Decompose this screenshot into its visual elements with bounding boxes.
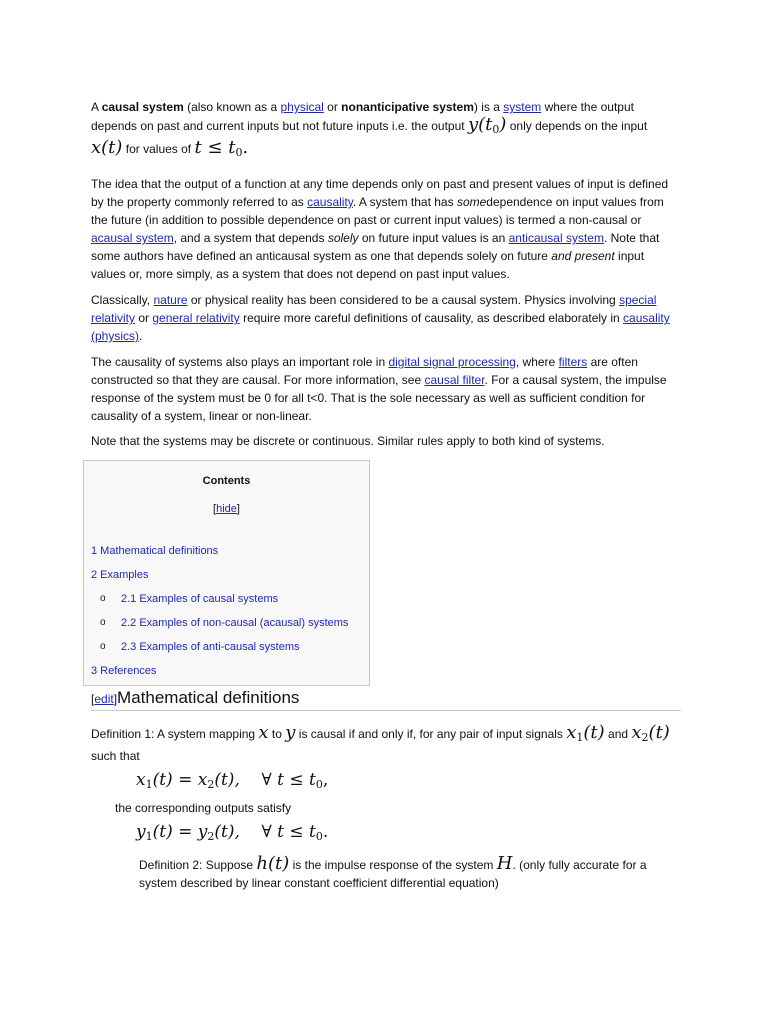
corresponding-outputs-text: the corresponding outputs satisfy [115, 801, 292, 815]
definition-2: Definition 2: Suppose h(t) is the impulse response of the system H. (only fully accurate for a system described by linear constant coefficient differential equation) [139, 853, 647, 890]
link-acausal-system[interactable]: acausal system [91, 231, 174, 245]
link-physical[interactable]: physical [280, 100, 324, 114]
link-filters[interactable]: filters [558, 355, 588, 369]
edit-link[interactable]: edit [94, 692, 114, 706]
toc-hide-link[interactable]: hide [216, 503, 237, 515]
link-special-relativity[interactable]: special relativity [91, 293, 657, 325]
toc-item-causal-examples[interactable]: o 2.1 Examples of causal systems [100, 593, 279, 605]
link-causality-physics[interactable]: causality (physics) [91, 311, 670, 343]
definition-1: Definition 1: A system mapping x to y is causal if and only if, for any pair of input signals $x_1(t)$ and $x_2(t)$ such that [91, 722, 670, 763]
math-t-le-t0: $t \le t_0$. [194, 137, 249, 159]
toc-hide-toggle: [hide] [213, 503, 240, 515]
link-digital-signal-processing[interactable]: digital signal processing [388, 355, 516, 369]
toc-item-examples[interactable]: 2 Examples [91, 569, 149, 581]
paragraph-dsp: The causality of systems also plays an important role in digital signal processing, where filters are often constructed so that they are causal. For more information, see causal filter. For a causal system, the impulse response of the system must be 0 for all t<0. That is the sole necessary as well as sufficient condition for causality of a system, linear or non-linear. [91, 355, 667, 423]
bullet-icon: o [100, 593, 106, 604]
toc-title: Contents [202, 475, 251, 487]
bullet-icon: o [100, 617, 106, 628]
link-nature[interactable]: nature [153, 293, 188, 307]
bullet-icon: o [100, 641, 106, 652]
toc-item-non-causal-examples[interactable]: o 2.2 Examples of non-causal (acausal) systems [100, 617, 349, 629]
link-causality[interactable]: causality [307, 195, 353, 209]
link-anticausal-system[interactable]: anticausal system [508, 231, 604, 245]
term-nonanticipative: nonanticipative system [341, 100, 474, 114]
section-heading-math-definitions: [edit]Mathematical definitions [91, 688, 681, 711]
link-system[interactable]: system [503, 100, 542, 114]
math-y-t0: $y(t_0)$ [467, 114, 507, 136]
equation-input-equality: $x_1(t) = x_2(t)$, ∀ $t \le t_0$, [136, 770, 329, 791]
toc-item-mathematical-definitions[interactable]: 1 Mathematical definitions [91, 545, 219, 557]
toc-list [91, 543, 348, 687]
paragraph-causality-idea: The idea that the output of a function at any time depends only on past and present values of input is defined by the property commonly referred to as causality. A system that has somedependence on input values from the future (in addition to possible dependence on past or current input values) is termed a non-causal or acausal system, and a system that depends solely on future input values is an anticausal system. Note that some authors have defined an anticausal system as one that depends solely on future and present input values or, more simply, as a system that does not depend on past input values. [91, 177, 669, 281]
math-x-t: x(t) [91, 137, 123, 158]
equation-output-equality: $y_1(t) = y_2(t)$, ∀ $t \le t_0$. [136, 822, 329, 843]
table-of-contents [83, 460, 370, 686]
paragraph-classically: Classically, nature or physical reality has been considered to be a causal system. Physics involving special relativity or general relativity require more careful definitions of causality, as described elaborately in causality (physics). [91, 293, 670, 343]
paragraph-note: Note that the systems may be discrete or continuous. Similar rules apply to both kind of systems. [91, 434, 605, 448]
intro-paragraph: A causal system (also known as a physical or nonanticipative system) is a system where the output depends on past and current inputs but not future inputs i.e. the output $y(t_0)$ only depends on the input x(t) for values of $t \le t_0$. [91, 100, 648, 159]
article-body [91, 98, 681, 892]
link-causal-filter[interactable]: causal filter [424, 373, 485, 387]
section-title: Mathematical definitions [117, 688, 300, 707]
toc-item-anti-causal-examples[interactable]: o 2.3 Examples of anti-causal systems [100, 641, 300, 653]
term-causal-system: causal system [101, 100, 184, 114]
link-general-relativity[interactable]: general relativity [152, 311, 240, 325]
toc-item-references[interactable]: 3 References [91, 665, 157, 677]
